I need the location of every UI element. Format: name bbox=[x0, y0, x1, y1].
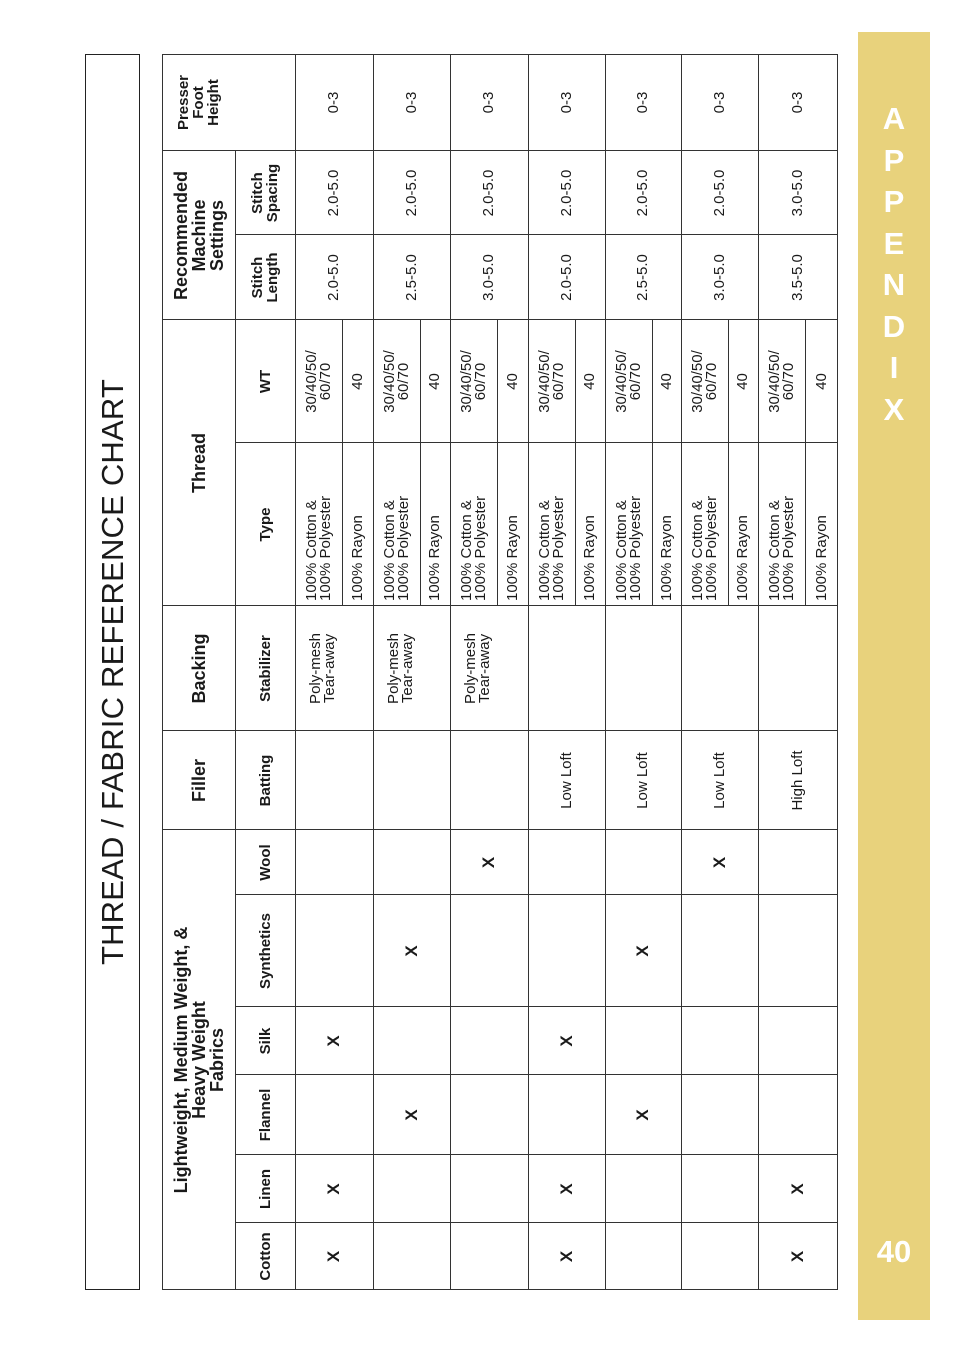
fabric-mark-synthetics: X bbox=[401, 945, 421, 957]
appendix-letter: I bbox=[889, 350, 899, 385]
appendix-label bbox=[858, 98, 930, 430]
synthetics-header: Synthetics bbox=[256, 913, 274, 989]
stabilizer-value: Poly-mesh Tear-away bbox=[462, 633, 493, 704]
thread-wt-value: 40 bbox=[734, 373, 751, 390]
fabric-mark-cotton: X bbox=[324, 1250, 343, 1263]
stitch-length-value: 2.0-5.0 bbox=[557, 254, 575, 301]
stitch-spacing-value: 3.0-5.0 bbox=[789, 169, 806, 217]
batting-value: Low Loft bbox=[557, 752, 575, 809]
type-header: Type bbox=[256, 507, 274, 542]
settings-group-header: Recommended Machine Settings bbox=[170, 170, 227, 301]
appendix-letter: D bbox=[882, 308, 906, 344]
thread-wt-value: 30/40/50/ 60/70 bbox=[688, 350, 720, 413]
flannel-header: Flannel bbox=[256, 1088, 274, 1142]
stitch-spacing-value: 2.0-5.0 bbox=[557, 169, 575, 217]
reference-table-canvas bbox=[162, 54, 838, 1290]
page-title: THREAD / FABRIC REFERENCE CHART bbox=[94, 378, 130, 966]
fabric-mark-wool: X bbox=[709, 856, 729, 869]
fabric-mark-cotton: X bbox=[788, 1250, 807, 1263]
appendix-letter: X bbox=[883, 391, 905, 427]
presser-foot-height-value: 0-3 bbox=[325, 91, 342, 114]
thread-type-value: 100% Cotton & 100% Polyester bbox=[380, 495, 412, 601]
stabilizer-value: Poly-mesh Tear-away bbox=[307, 633, 338, 704]
fabric-mark-linen: X bbox=[556, 1183, 576, 1195]
thread-type-value: 100% Rayon bbox=[657, 515, 675, 601]
thread-wt-value: 30/40/50/ 60/70 bbox=[765, 350, 797, 413]
appendix-letter: P bbox=[883, 184, 905, 219]
fabric-mark-synthetics: X bbox=[633, 945, 652, 957]
stitch-length-value: 3.0-5.0 bbox=[480, 254, 497, 301]
stitch-spacing-value: 2.0-5.0 bbox=[710, 169, 728, 217]
thread-wt-value: 30/40/50/ 60/70 bbox=[535, 350, 567, 413]
thread-type-value: 100% Rayon bbox=[503, 515, 521, 601]
title-box bbox=[85, 54, 140, 1290]
fabric-mark-silk: X bbox=[556, 1035, 576, 1047]
stitch-spacing-value: 2.0-5.0 bbox=[402, 169, 420, 217]
appendix-letter: P bbox=[883, 142, 905, 178]
thread-wt-value: 30/40/50/ 60/70 bbox=[380, 350, 412, 413]
fabric-mark-flannel: X bbox=[401, 1109, 421, 1121]
thread-wt-value: 40 bbox=[348, 373, 366, 390]
stabilizer-value: Poly-mesh Tear-away bbox=[385, 633, 416, 704]
fabric-mark-cotton: X bbox=[556, 1250, 576, 1263]
appendix-letter: A bbox=[882, 101, 906, 136]
batting-value: Low Loft bbox=[634, 752, 651, 809]
stitch-length-value: 3.5-5.0 bbox=[789, 254, 806, 301]
stitch-length-value: 2.0-5.0 bbox=[325, 254, 342, 301]
stitch-spacing-value: 2.0-5.0 bbox=[634, 169, 651, 217]
thread-type-value: 100% Rayon bbox=[426, 515, 443, 601]
wt-header: WT bbox=[256, 369, 274, 394]
thread-wt-value: 40 bbox=[426, 373, 443, 390]
thread-type-value: 100% Cotton & 100% Polyester bbox=[688, 495, 720, 601]
thread-wt-value: 30/40/50/ 60/70 bbox=[612, 350, 644, 413]
thread-type-value: 100% Cotton & 100% Polyester bbox=[535, 495, 567, 601]
thread-type-value: 100% Cotton & 100% Polyester bbox=[765, 495, 797, 601]
presser-foot-height-value: 0-3 bbox=[789, 91, 806, 114]
thread-type-value: 100% Cotton & 100% Polyester bbox=[612, 495, 644, 601]
presser-foot-height-value: 0-3 bbox=[480, 91, 497, 114]
presser-foot-height-header: Presser Foot Height bbox=[175, 74, 222, 131]
stitch-spacing-value: 2.0-5.0 bbox=[325, 169, 342, 217]
stitch-spacing-header: Stitch Spacing bbox=[249, 163, 281, 223]
appendix-letter: E bbox=[883, 225, 905, 261]
presser-foot-height-value: 0-3 bbox=[557, 91, 575, 114]
stitch-length-value: 3.0-5.0 bbox=[710, 254, 728, 301]
thread-wt-value: 30/40/50/ 60/70 bbox=[302, 350, 334, 413]
thread-type-value: 100% Cotton & 100% Polyester bbox=[457, 495, 489, 601]
stitch-length-value: 2.5-5.0 bbox=[402, 254, 420, 301]
presser-foot-height-value: 0-3 bbox=[402, 91, 420, 114]
batting-value: Low Loft bbox=[710, 752, 728, 809]
linen-header: Linen bbox=[256, 1169, 274, 1209]
thread-type-value: 100% Rayon bbox=[734, 515, 751, 601]
presser-foot-height-value: 0-3 bbox=[710, 91, 728, 114]
fabric-mark-linen: X bbox=[788, 1183, 807, 1195]
silk-header: Silk bbox=[256, 1027, 274, 1055]
fabrics-group-header: Lightweight, Medium Weight, & Heavy Weight Fabrics bbox=[170, 926, 227, 1194]
reference-table bbox=[162, 54, 838, 1290]
page-number: 40 bbox=[876, 1234, 912, 1269]
appendix-tab bbox=[858, 32, 930, 1320]
thread-type-value: 100% Cotton & 100% Polyester bbox=[302, 495, 334, 601]
fabric-mark-wool: X bbox=[479, 856, 498, 869]
filler-group-header: Filler bbox=[188, 759, 209, 803]
fabric-mark-linen: X bbox=[324, 1183, 343, 1195]
thread-type-value: 100% Rayon bbox=[348, 515, 366, 601]
thread-wt-value: 30/40/50/ 60/70 bbox=[457, 350, 489, 413]
thread-wt-value: 40 bbox=[581, 373, 598, 390]
thread-group-header: Thread bbox=[188, 433, 209, 494]
thread-type-value: 100% Rayon bbox=[812, 515, 830, 601]
fabric-mark-flannel: X bbox=[633, 1109, 652, 1121]
appendix-letter: N bbox=[882, 267, 906, 302]
thread-type-value: 100% Rayon bbox=[581, 515, 598, 601]
thread-wt-value: 40 bbox=[657, 373, 675, 390]
cotton-header: Cotton bbox=[256, 1232, 274, 1281]
batting-header: Batting bbox=[256, 754, 274, 807]
backing-group-header: Backing bbox=[188, 633, 209, 704]
stabilizer-header: Stabilizer bbox=[256, 635, 274, 702]
presser-foot-height-value: 0-3 bbox=[634, 91, 651, 114]
stitch-length-header: Stitch Length bbox=[249, 252, 281, 303]
wool-header: Wool bbox=[256, 844, 274, 881]
thread-wt-value: 40 bbox=[812, 373, 830, 390]
fabric-mark-silk: X bbox=[324, 1035, 343, 1047]
stitch-length-value: 2.5-5.0 bbox=[634, 254, 651, 301]
batting-value: High Loft bbox=[789, 750, 806, 811]
thread-wt-value: 40 bbox=[503, 373, 521, 390]
stitch-spacing-value: 2.0-5.0 bbox=[480, 169, 497, 217]
